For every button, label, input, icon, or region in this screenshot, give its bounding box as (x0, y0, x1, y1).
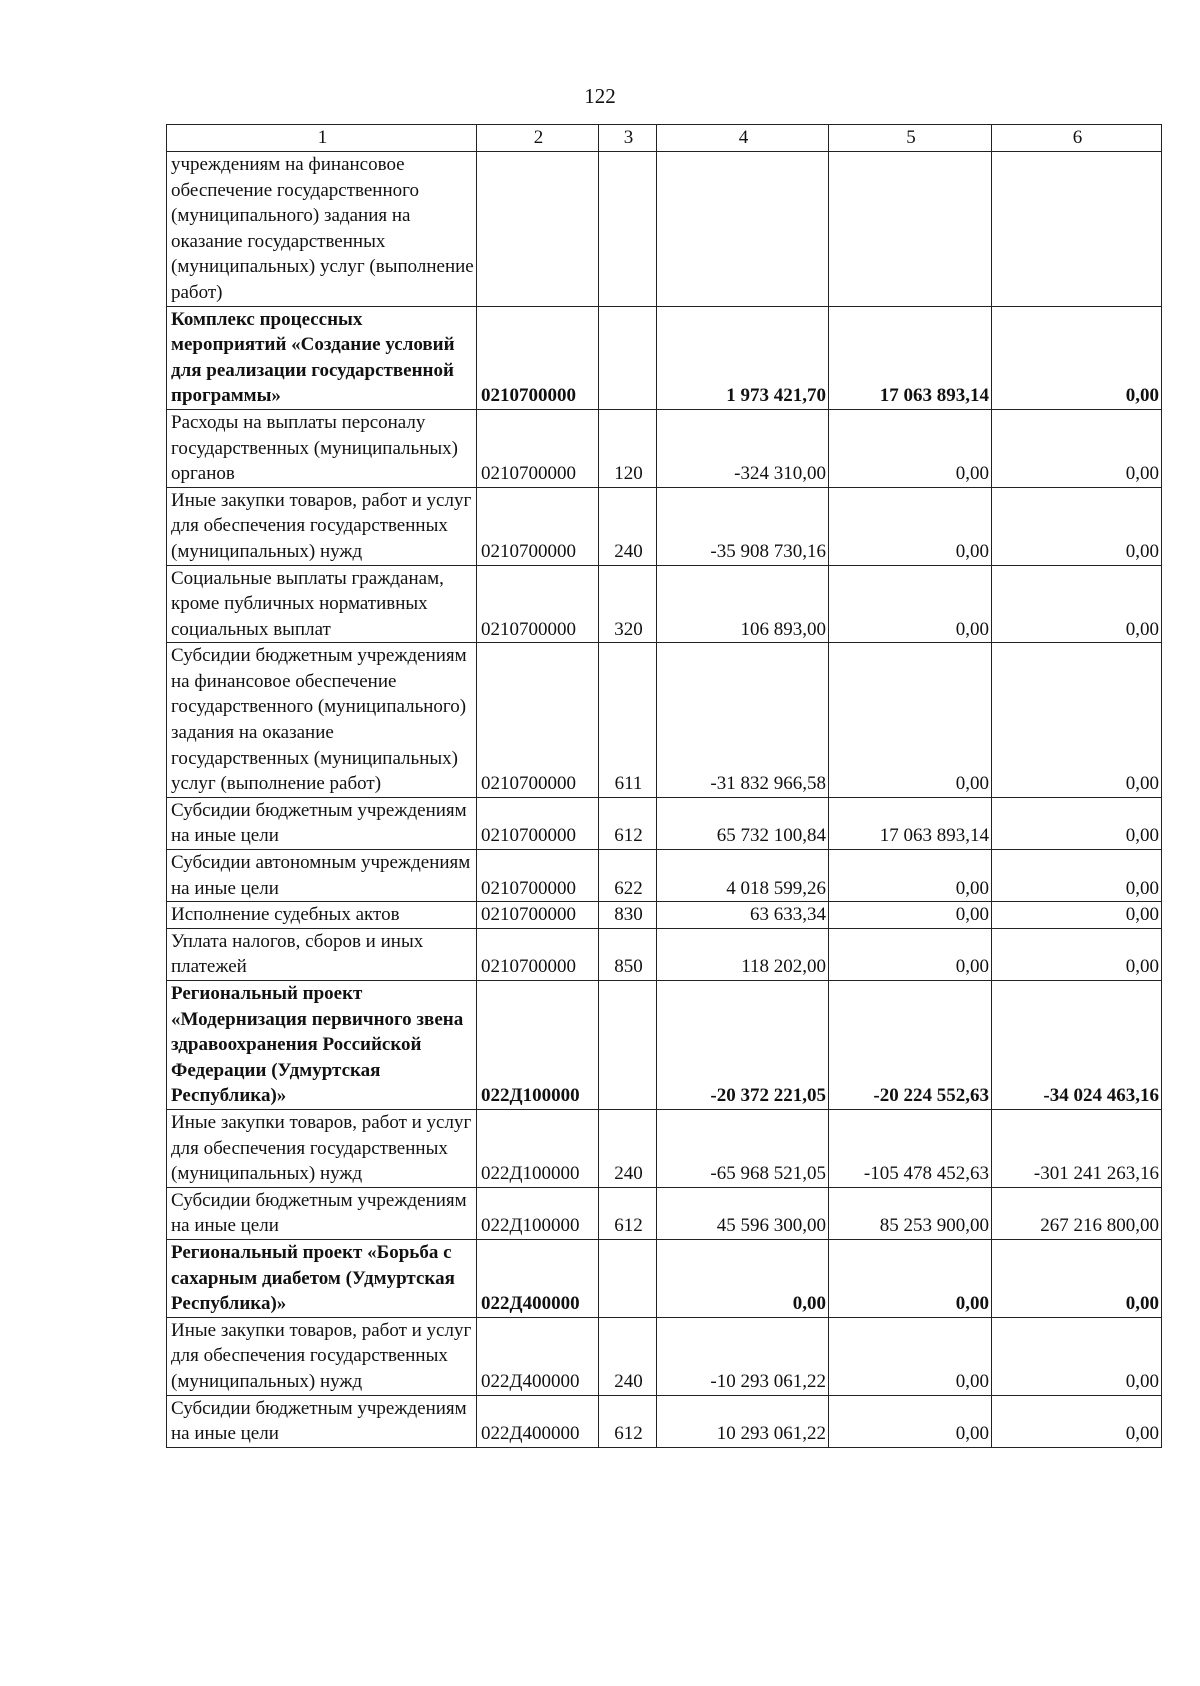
column-header-6: 6 (992, 125, 1162, 152)
amount-col6: 0,00 (992, 797, 1162, 849)
row-name: Иные закупки товаров, работ и услуг для обеспечения государственных (муниципальных) нужд (167, 1109, 477, 1187)
table-row (167, 643, 1162, 798)
amount-col4: 45 596 300,00 (657, 1187, 829, 1239)
amount-col4: -20 372 221,05 (657, 981, 829, 1110)
table-row (167, 797, 1162, 849)
expense-type-code: 612 (599, 1395, 657, 1447)
amount-col6: -301 241 263,16 (992, 1109, 1162, 1187)
amount-col4: 10 293 061,22 (657, 1395, 829, 1447)
amount-col4: 1 973 421,70 (657, 306, 829, 409)
target-code: 0210700000 (477, 850, 599, 902)
table-row (167, 1239, 1162, 1317)
amount-col5: 0,00 (829, 643, 992, 798)
column-header-3: 3 (599, 125, 657, 152)
column-header-1: 1 (167, 125, 477, 152)
expense-type-code: 240 (599, 1317, 657, 1395)
target-code: 0210700000 (477, 565, 599, 643)
table-header-row (167, 125, 1162, 152)
row-name: Иные закупки товаров, работ и услуг для обеспечения государственных (муниципальных) нужд (167, 1317, 477, 1395)
target-code: 0210700000 (477, 928, 599, 980)
column-header-5: 5 (829, 125, 992, 152)
expense-type-code: 320 (599, 565, 657, 643)
amount-col6: 0,00 (992, 487, 1162, 565)
amount-col4: 0,00 (657, 1239, 829, 1317)
row-name: Субсидии бюджетным учреждениям на иные цели (167, 1187, 477, 1239)
row-name: Субсидии бюджетным учреждениям на иные цели (167, 1395, 477, 1447)
amount-col4: -65 968 521,05 (657, 1109, 829, 1187)
amount-col5: 0,00 (829, 487, 992, 565)
target-code: 022Д100000 (477, 981, 599, 1110)
row-name: Субсидии бюджетным учреждениям на иные цели (167, 797, 477, 849)
row-name: Уплата налогов, сборов и иных платежей (167, 928, 477, 980)
table-row (167, 565, 1162, 643)
target-code: 0210700000 (477, 643, 599, 798)
amount-col5: 0,00 (829, 902, 992, 929)
expense-type-code (599, 306, 657, 409)
amount-col5: 0,00 (829, 409, 992, 487)
amount-col5: -20 224 552,63 (829, 981, 992, 1110)
table-row (167, 850, 1162, 902)
amount-col6: 0,00 (992, 902, 1162, 929)
amount-col4: 65 732 100,84 (657, 797, 829, 849)
row-name: Иные закупки товаров, работ и услуг для обеспечения государственных (муниципальных) нужд (167, 487, 477, 565)
amount-col6: 267 216 800,00 (992, 1187, 1162, 1239)
amount-col5: 0,00 (829, 928, 992, 980)
expense-type-code: 612 (599, 797, 657, 849)
table-row (167, 1109, 1162, 1187)
row-name: Субсидии автономным учреждениям на иные цели (167, 850, 477, 902)
amount-col6 (992, 152, 1162, 307)
amount-col6: 0,00 (992, 306, 1162, 409)
amount-col4: 106 893,00 (657, 565, 829, 643)
expense-type-code (599, 981, 657, 1110)
expense-type-code: 850 (599, 928, 657, 980)
amount-col6: 0,00 (992, 565, 1162, 643)
amount-col5: 0,00 (829, 1239, 992, 1317)
target-code: 022Д400000 (477, 1317, 599, 1395)
amount-col5: 17 063 893,14 (829, 306, 992, 409)
column-header-2: 2 (477, 125, 599, 152)
expense-type-code: 612 (599, 1187, 657, 1239)
row-name: Субсидии бюджетным учреждениям на финансовое обеспечение государственного (муниципального) задания на оказание государственных (муниципальных) услуг (выполнение работ) (167, 643, 477, 798)
amount-col6: 0,00 (992, 409, 1162, 487)
amount-col5: 85 253 900,00 (829, 1187, 992, 1239)
expense-type-code (599, 1239, 657, 1317)
target-code: 022Д400000 (477, 1239, 599, 1317)
amount-col4: 4 018 599,26 (657, 850, 829, 902)
table-row (167, 1317, 1162, 1395)
amount-col6: -34 024 463,16 (992, 981, 1162, 1110)
target-code: 0210700000 (477, 409, 599, 487)
table-row (167, 1395, 1162, 1447)
expense-type-code: 611 (599, 643, 657, 798)
target-code: 022Д400000 (477, 1395, 599, 1447)
table-row (167, 409, 1162, 487)
row-name: Региональный проект «Модернизация первичного звена здравоохранения Российской Федерации (Удмуртская Республика)» (167, 981, 477, 1110)
amount-col5: 0,00 (829, 850, 992, 902)
row-name: Исполнение судебных актов (167, 902, 477, 929)
expense-type-code: 240 (599, 487, 657, 565)
amount-col4: -10 293 061,22 (657, 1317, 829, 1395)
column-header-4: 4 (657, 125, 829, 152)
page-number: 122 (584, 84, 616, 108)
target-code: 0210700000 (477, 902, 599, 929)
budget-table (166, 124, 1162, 1448)
table-body (167, 152, 1162, 1448)
row-name: Социальные выплаты гражданам, кроме публичных нормативных социальных выплат (167, 565, 477, 643)
amount-col4: -35 908 730,16 (657, 487, 829, 565)
table-row (167, 487, 1162, 565)
amount-col4: 63 633,34 (657, 902, 829, 929)
amount-col6: 0,00 (992, 850, 1162, 902)
amount-col6: 0,00 (992, 643, 1162, 798)
amount-col5: 17 063 893,14 (829, 797, 992, 849)
amount-col6: 0,00 (992, 1239, 1162, 1317)
expense-type-code: 830 (599, 902, 657, 929)
amount-col4: 118 202,00 (657, 928, 829, 980)
row-name: учреждениям на финансовое обеспечение государственного (муниципального) задания на оказание государственных (муниципальных) услуг (выполнение работ) (167, 152, 477, 307)
amount-col5: 0,00 (829, 1395, 992, 1447)
row-name: Расходы на выплаты персоналу государственных (муниципальных) органов (167, 409, 477, 487)
row-name: Региональный проект «Борьба с сахарным диабетом (Удмуртская Республика)» (167, 1239, 477, 1317)
table-row (167, 152, 1162, 307)
target-code: 0210700000 (477, 306, 599, 409)
target-code: 0210700000 (477, 487, 599, 565)
amount-col5: 0,00 (829, 1317, 992, 1395)
row-name: Комплекс процессных мероприятий «Создание условий для реализации государственной программы» (167, 306, 477, 409)
amount-col6: 0,00 (992, 1317, 1162, 1395)
expense-type-code: 622 (599, 850, 657, 902)
target-code: 022Д100000 (477, 1109, 599, 1187)
amount-col6: 0,00 (992, 1395, 1162, 1447)
amount-col4: -324 310,00 (657, 409, 829, 487)
table-row (167, 1187, 1162, 1239)
amount-col5: -105 478 452,63 (829, 1109, 992, 1187)
table-row (167, 928, 1162, 980)
expense-type-code (599, 152, 657, 307)
target-code: 0210700000 (477, 797, 599, 849)
amount-col5: 0,00 (829, 565, 992, 643)
table-row (167, 902, 1162, 929)
table-row (167, 981, 1162, 1110)
amount-col4: -31 832 966,58 (657, 643, 829, 798)
expense-type-code: 120 (599, 409, 657, 487)
expense-type-code: 240 (599, 1109, 657, 1187)
amount-col4 (657, 152, 829, 307)
table-row (167, 306, 1162, 409)
target-code (477, 152, 599, 307)
amount-col6: 0,00 (992, 928, 1162, 980)
target-code: 022Д100000 (477, 1187, 599, 1239)
amount-col5 (829, 152, 992, 307)
